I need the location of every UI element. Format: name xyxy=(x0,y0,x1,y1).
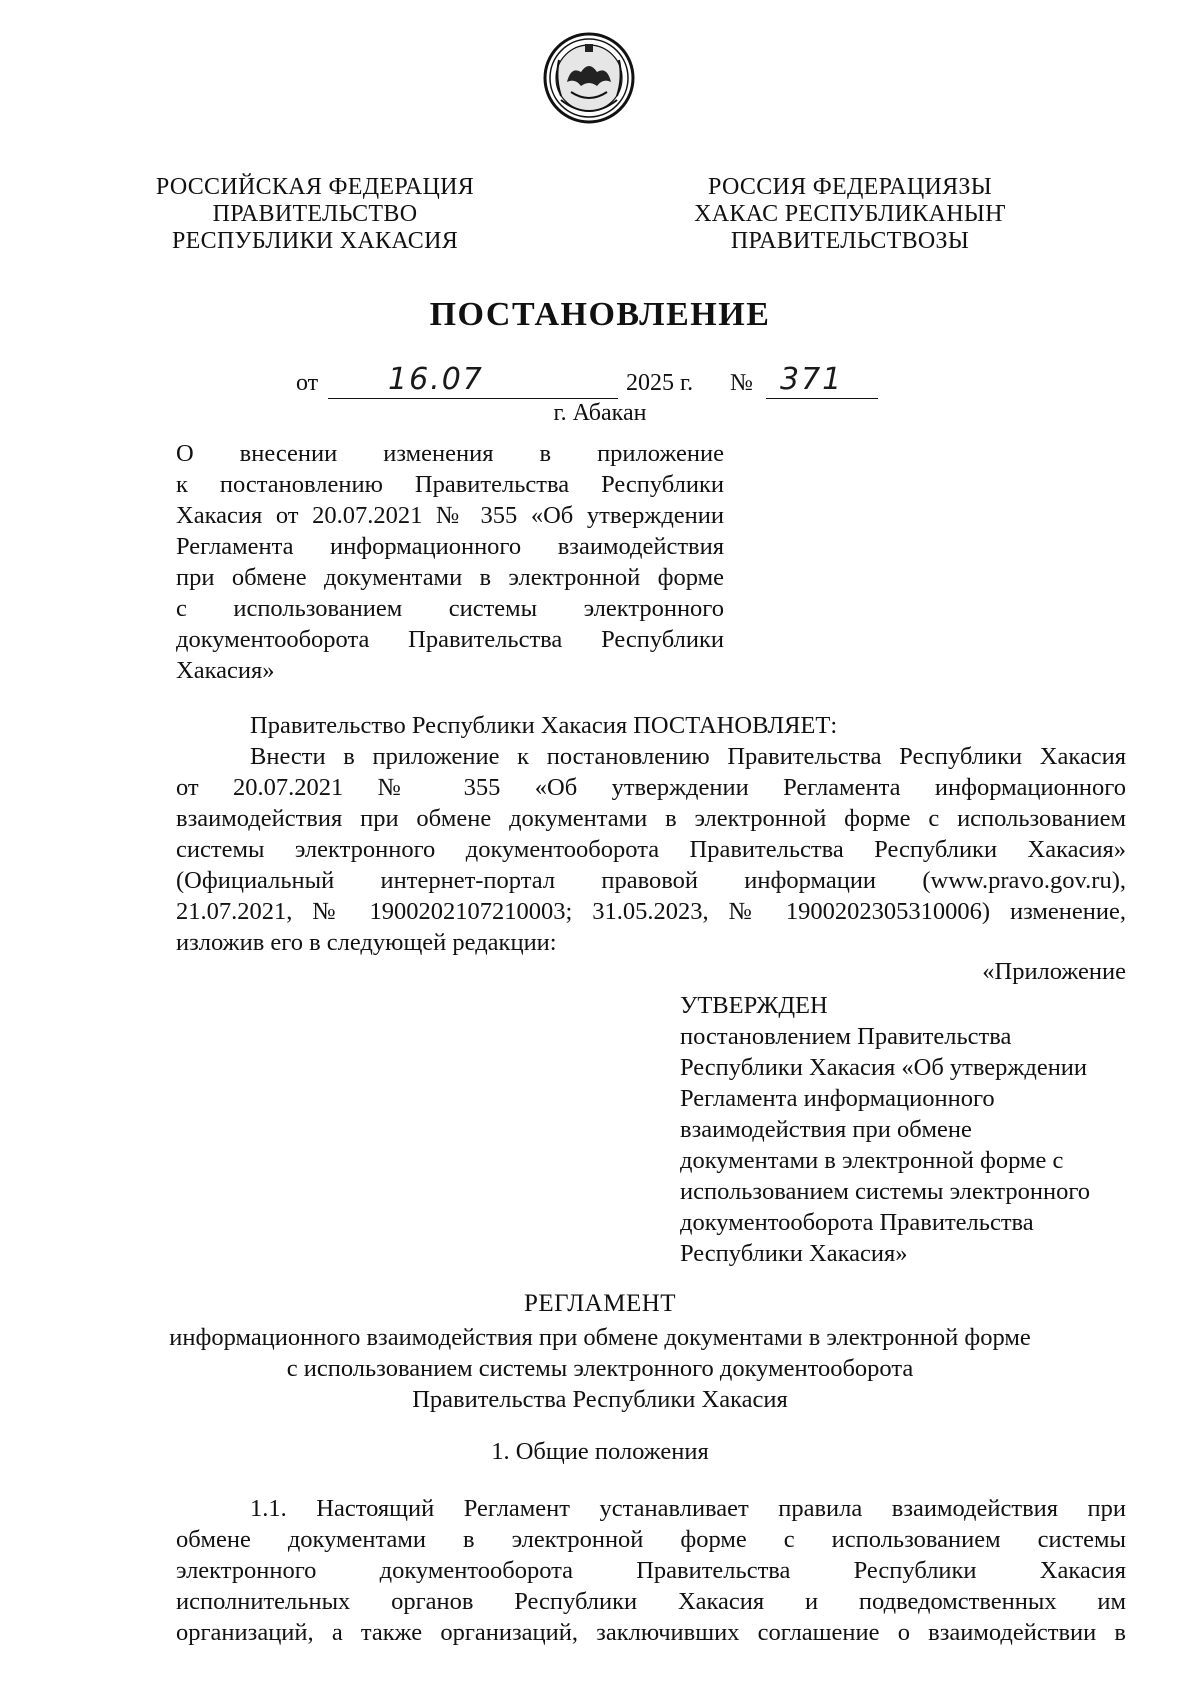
body-line: (Официальный интернет-портал правовой информации (www.pravo.gov.ru), xyxy=(176,867,1126,894)
number-underline xyxy=(766,398,878,399)
header-right-line: РОССИЯ ФЕДЕРАЦИЯЗЫ xyxy=(708,174,992,200)
header-right-block xyxy=(680,174,1020,255)
date-number-row xyxy=(296,364,916,404)
section-heading: 1. Общие положения xyxy=(491,1438,709,1465)
resolution-body xyxy=(176,741,1126,958)
body-line: 21.07.2021, № 1900202107210003; 31.05.2023, № 1900202305310006) изменение, xyxy=(176,898,1126,925)
subject-line: Хакасия от 20.07.2021 № 355 «Об утверждении xyxy=(176,502,724,529)
document-type-title: ПОСТАНОВЛЕНИЕ xyxy=(429,296,771,333)
header-left-line: РЕСПУБЛИКИ ХАКАСИЯ xyxy=(171,228,459,254)
subject-line: Хакасия» xyxy=(176,657,275,684)
regulation-subtitle-line: с использованием системы электронного документооборота xyxy=(286,1355,914,1382)
number-handwritten: 371 xyxy=(780,362,844,397)
subject-line: к постановлению Правительства Республики xyxy=(176,471,724,498)
approved-block xyxy=(680,990,1130,1269)
date-underline xyxy=(328,398,618,399)
approved-line: Республики Хакасия «Об утверждении xyxy=(680,1054,1088,1081)
approved-line: Республики Хакасия» xyxy=(680,1240,908,1267)
approved-line: документами в электронной форме с xyxy=(680,1147,1064,1174)
approved-line: использованием системы электронного xyxy=(680,1178,1091,1205)
number-label: № xyxy=(730,370,753,396)
body-line: от 20.07.2021 № 355 «Об утверждении Регламента информационного xyxy=(176,774,1126,801)
section-line: 1.1. Настоящий Регламент устанавливает правила взаимодействия при xyxy=(250,1495,1126,1522)
body-line: взаимодействия при обмене документами в электронной форме с использованием xyxy=(176,805,1126,832)
header-right-line: ХАКАС РЕСПУБЛИКАНЫҤ xyxy=(694,201,1006,227)
subject-block xyxy=(176,438,724,686)
approved-line: взаимодействия при обмене xyxy=(680,1116,972,1143)
regulation-subtitle-line: Правительства Республики Хакасия xyxy=(412,1386,788,1413)
year-label: 2025 г. xyxy=(626,370,694,396)
resolution-lead: Правительство Республики Хакасия ПОСТАНОВЛЯЕТ: xyxy=(250,712,838,739)
date-from-label: от xyxy=(296,370,319,396)
subject-line: при обмене документами в электронной форме xyxy=(176,564,724,591)
subject-line: документооборота Правительства Республики xyxy=(176,626,724,653)
approved-line: Регламента информационного xyxy=(680,1085,995,1112)
section-body xyxy=(176,1493,1126,1648)
regulation-subtitle-line: информационного взаимодействия при обмене документами в электронной форме xyxy=(169,1324,1031,1351)
approved-line: постановлением Правительства xyxy=(680,1023,1012,1050)
section-line: электронного документооборота Правительства Республики Хакасия xyxy=(176,1557,1126,1584)
regulation-title: РЕГЛАМЕНТ xyxy=(523,1290,677,1317)
header-left-block xyxy=(130,174,500,255)
approved-line: УТВЕРЖДЕН xyxy=(680,992,828,1019)
date-handwritten: 16.07 xyxy=(388,362,484,397)
header-right-line: ПРАВИТЕЛЬСТВОЗЫ xyxy=(730,228,970,254)
city-label: г. Абакан xyxy=(553,400,647,426)
subject-line: с использованием системы электронного xyxy=(176,595,724,622)
subject-line: Регламента информационного взаимодействия xyxy=(176,533,724,560)
annex-label: «Приложение xyxy=(982,958,1126,985)
approved-line: документооборота Правительства xyxy=(680,1209,1034,1236)
section-line: организаций, а также организаций, заключивших соглашение о взаимодействии в xyxy=(176,1619,1126,1646)
subject-line: О внесении изменения в приложение xyxy=(176,440,724,467)
header-left-line: ПРАВИТЕЛЬСТВО xyxy=(212,201,418,227)
section-line: обмене документами в электронной форме с использованием системы xyxy=(176,1526,1126,1553)
section-line: исполнительных органов Республики Хакасия и подведомственных им xyxy=(176,1588,1126,1615)
body-line: изложив его в следующей редакции: xyxy=(176,929,557,956)
body-line: Внести в приложение к постановлению Правительства Республики Хакасия xyxy=(250,743,1126,770)
body-line: системы электронного документооборота Правительства Республики Хакасия» xyxy=(176,836,1126,863)
regulation-subtitle xyxy=(100,1322,1100,1415)
coat-of-arms-emblem xyxy=(541,30,637,126)
header-left-line: РОССИЙСКАЯ ФЕДЕРАЦИЯ xyxy=(155,174,475,200)
